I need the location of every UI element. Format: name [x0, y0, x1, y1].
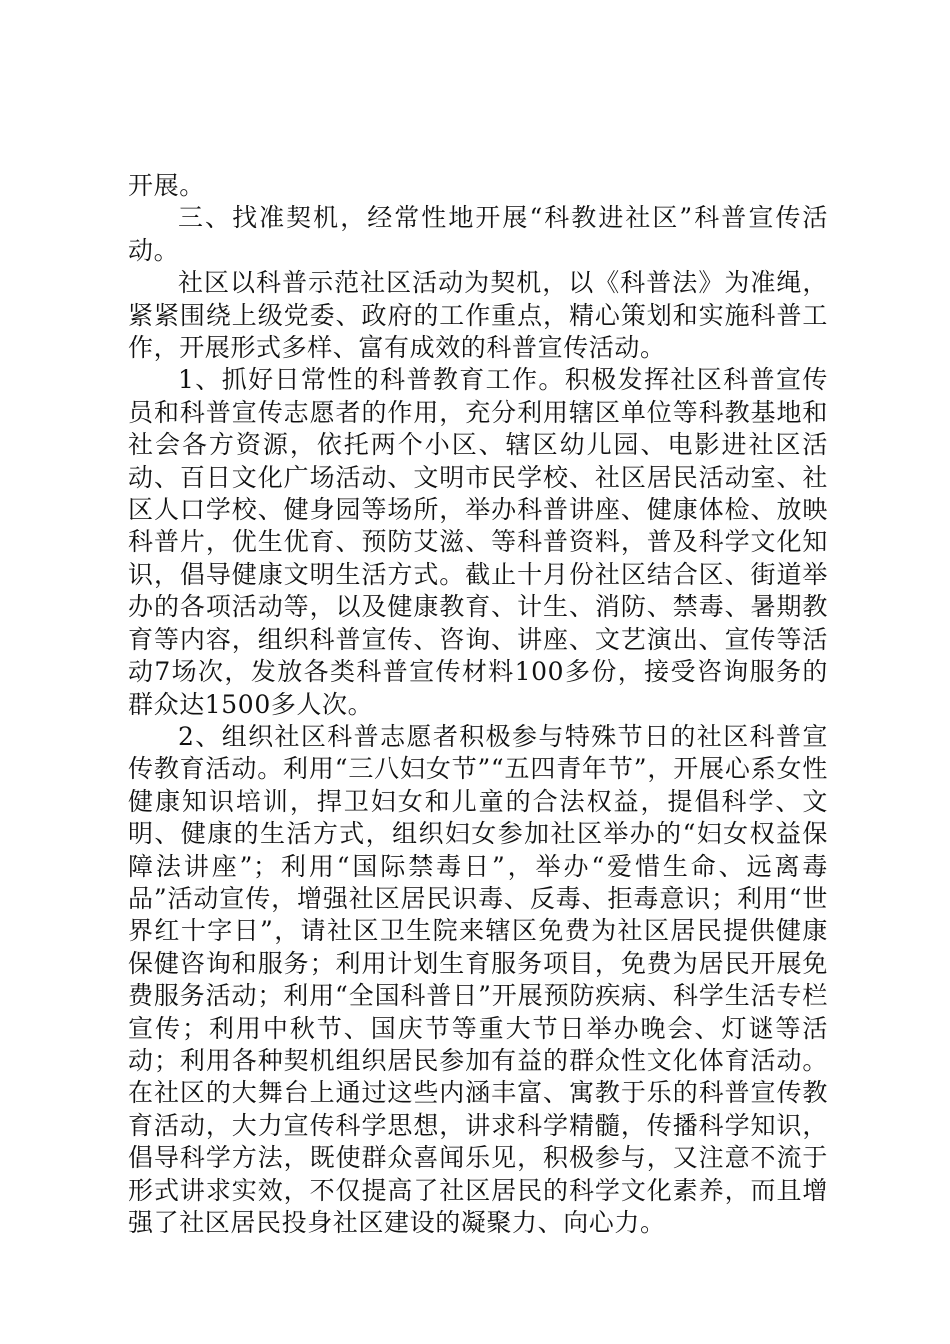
paragraph-intro: 社区以科普示范社区活动为契机，以《科普法》为准绳，紧紧围绕上级党委、政府的工作重点，精心策划和实施科普工作，开展形式多样、富有成效的科普宣传活动。 — [128, 268, 828, 363]
document-body — [128, 170, 828, 1239]
paragraph-item-1: 1、抓好日常性的科普教育工作。积极发挥社区科普宣传员和科普宣传志愿者的作用，充分利用辖区单位等科教基地和社会各方资源，依托两个小区、辖区幼儿园、电影进社区活动、百日文化广场活动、文明市民学校、社区居民活动室、社区人口学校、健身园等场所，举办科普讲座、健康体检、放映科普片，优生优育、预防艾滋、等科普资料，普及科学文化知识，倡导健康文明生活方式。截止十月份社区结合区、街道举办的各项活动等，以及健康教育、计生、消防、禁毒、暑期教育等内容，组织科普宣传、咨询、讲座、文艺演出、宣传等活动7场次，发放各类科普宣传材料100多份，接受咨询服务的群众达1500多人次。 — [128, 365, 828, 719]
paragraph-section-heading: 三、找准契机，经常性地开展“科教进社区”科普宣传活动。 — [128, 203, 828, 265]
paragraph-continuation: 开展。 — [128, 171, 205, 200]
paragraph-item-2: 2、组织社区科普志愿者积极参与特殊节日的社区科普宣传教育活动。利用“三八妇女节”“五四青年节”，开展心系女性健康知识培训，捍卫妇女和儿童的合法权益，提倡科学、文明、健康的生活方式，组织妇女参加社区举办的“妇女权益保障法讲座”；利用“国际禁毒日”，举办“爱惜生命、远离毒品”活动宣传，增强社区居民识毒、反毒、拒毒意识；利用“世界红十字日”，请社区卫生院来辖区免费为社区居民提供健康保健咨询和服务；利用计划生育服务项目，免费为居民开展免费服务活动；利用“全国科普日”开展预防疾病、科学生活专栏宣传；利用中秋节、国庆节等重大节日举办晚会、灯谜等活动；利用各种契机组织居民参加有益的群众性文化体育活动。在社区的大舞台上通过这些内涵丰富、寓教于乐的科普宣传教育活动，大力宣传科学思想，讲求科学精髓，传播科学知识，倡导科学方法，既使群众喜闻乐见，积极参与，又注意不流于形式讲求实效，不仅提高了社区居民的科学文化素养，而且增强了社区居民投身社区建设的凝聚力、向心力。 — [128, 721, 828, 1237]
